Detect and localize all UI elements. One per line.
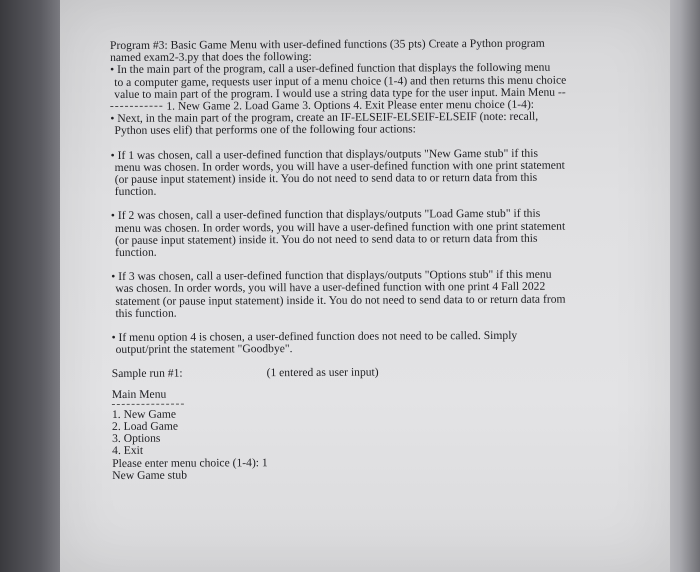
- document-text: [110, 37, 612, 482]
- paragraph-line: • If menu option 4 is chosen, a user-defined function does not need to be called. Simply: [111, 328, 518, 345]
- paragraph-line: menu was chosen. In order words, you will have a user-defined function with one print statement: [114, 219, 566, 235]
- menu-line: 1. New Game 2. Load Game 3. Options 4. Exit Please enter menu choice (1-4):: [166, 97, 535, 113]
- menu-output: New Game stub: [112, 468, 188, 482]
- intro-line: • In the main part of the program, call a user-defined function that displays the following menu: [110, 61, 551, 77]
- menu-item: 4. Exit: [112, 444, 144, 458]
- paragraph-line: this function.: [115, 306, 177, 320]
- menu-item: 2. Load Game: [111, 419, 179, 434]
- option-3-paragraph: [111, 269, 611, 320]
- sample-run-label: Sample run #1:: [111, 367, 183, 381]
- intro-line: Program #3: Basic Game Menu with user-defined functions (35 pts) Create a Python program: [109, 36, 545, 52]
- main-menu-title: Main Menu: [111, 387, 167, 401]
- paragraph-line: output/print the statement "Goodbye".: [115, 342, 293, 357]
- intro-line: to a computer game, requests user input of a menu choice (1-4) and then returns this menu choice: [114, 73, 567, 89]
- paragraph-line: was chosen. In order words, you will have a user-defined function with one print 4 Fall 2022: [115, 280, 546, 296]
- paragraph-line: menu was chosen. In order words, you will have a user-defined function with one print statement: [114, 158, 565, 174]
- option-4-paragraph: [112, 329, 612, 356]
- paragraph-line: statement (or pause input statement) inside it. You do not need to send data to or return data from: [115, 292, 566, 308]
- menu-item: 3. Options: [112, 432, 161, 446]
- dashed-rule: [110, 106, 162, 107]
- intro-line: • Next, in the main part of the program, create an IF-ELSEIF-ELSEIF-ELSEIF (note: recall,: [110, 109, 539, 126]
- paragraph-line: (or pause input statement) inside it. You do not need to send data to or return data from this: [115, 231, 538, 247]
- option-2-paragraph: [111, 208, 611, 259]
- paragraph-line: • If 3 was chosen, call a user-defined function that displays/outputs "Options stub" if this menu: [111, 267, 552, 284]
- intro-line: Python uses elif) that performs one of the following four actions:: [114, 122, 416, 138]
- menu-prompt: Please enter menu choice (1-4): 1: [112, 455, 268, 470]
- sample-run-note: (1 entered as user input): [266, 366, 379, 380]
- paragraph-line: (or pause input statement) inside it. You do not need to send data to or return data from this: [114, 170, 538, 187]
- paragraph-line: • If 1 was chosen, call a user-defined function that displays/outputs "New Game stub" if this: [110, 146, 538, 162]
- intro-paragraph: [110, 37, 611, 137]
- paragraph-line: function.: [115, 245, 157, 260]
- intro-line: value to main part of the program. I would use a string data type for the user input. Main Menu --: [114, 85, 566, 101]
- paragraph-line: function.: [114, 184, 157, 199]
- intro-line: named exam2-3.py that does the following:: [110, 50, 312, 65]
- sample-output: [112, 386, 612, 482]
- option-1-paragraph: [111, 147, 611, 198]
- dashed-rule: [112, 403, 184, 404]
- paragraph-line: • If 2 was chosen, call a user-defined function that displays/outputs "Load Game stub" if this: [110, 207, 541, 223]
- menu-item: 1. New Game: [111, 407, 177, 421]
